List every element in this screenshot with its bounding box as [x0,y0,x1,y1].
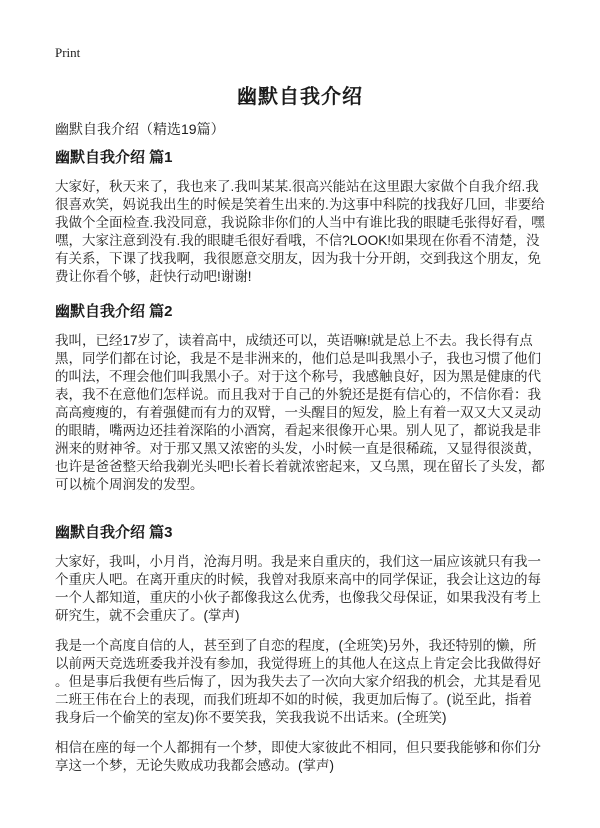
page-title: 幽默自我介绍 [237,86,363,108]
section-essay-2 [55,302,545,494]
essay-1-paragraph-1: 大家好，秋天来了，我也来了.我叫某某.很高兴能站在这里跟大家做个自我介绍.我很喜欢笑，妈说我出生的时候是笑着生出来的.为这事中科院的找我好几回，非要给我做个全面检查.我没同意，我说除非你们的人当中有谁比我的眼睫毛张得好看，嘿嘿，大家注意到没有.我的眼睫毛很好看哦，不信?LOOK!如果现在你看不清楚，没有关系，下课了找我啊，我很愿意交朋友，因为我十分开朗，交到我这个朋友，免费让你看个够，赶快行动吧!谢谢! [55,179,545,284]
section-heading-2: 幽默自我介绍 篇2 [55,303,173,320]
section-heading-3: 幽默自我介绍 篇3 [55,524,173,541]
essay-2-paragraph-1: 我叫，已经17岁了，读着高中，成绩还可以，英语嘛!就是总上不去。我长得有点黑，同学们都在讨论，我是不是非洲来的，他们总是叫我黑小子，我也习惯了他们的叫法，不理会他们叫我黑小子。对于这个称号，我感触良好，因为黑是健康的代表，我不在意他们怎样说。而且我对于自己的外貌还是挺有信心的，不信你看：我高高瘦瘦的，有着强健而有力的双臂，一头醒目的短发，脸上有着一双又大又灵动的眼睛，嘴两边还挂着深陷的小酒窝，看起来很像开心果。别人见了，都说我是非洲来的财神爷。对于那又黑又浓密的头发，小时候一直是很稀疏，又显得很淡黄，也许是爸爸整天给我剃光头吧!长着长着就浓密起来，又乌黑，现在留长了头发，都可以梳个周润发的发型。 [55,333,545,492]
essay-3-paragraph-2: 我是一个高度自信的人，甚至到了自恋的程度，(全班笑)另外，我还特别的懒，所以前两天竞选班委我并没有参加，我觉得班上的其他人在这点上肯定会比我做得好。但是事后我便有些后悔了，因为我失去了一次向大家介绍我的机会，尤其是看见二班王伟在台上的表现，而我们班却不如的时候，我更加后悔了。(说至此，指着我身后一个偷笑的室友)你不要笑我，笑我我说不出话来。(全班笑) [55,638,541,725]
page-subtitle: 幽默自我介绍（精选19篇） [55,121,225,137]
print-button[interactable]: Print [55,45,81,60]
section-heading-1: 幽默自我介绍 篇1 [55,149,173,166]
essay-3-paragraph-1: 大家好，我叫，小月肖，沧海月明。我是来自重庆的，我们这一届应该就只有我一个重庆人吧。在离开重庆的时候，我曾对我原来高中的同学保证，我会让这边的每一个人都知道，重庆的小伙子都像我这么优秀，也像我父母保证，如果我没有考上研究生，就不会重庆了。(掌声) [55,554,541,623]
section-essay-3 [55,523,545,775]
section-essay-1 [55,148,545,286]
essay-3-paragraph-3: 相信在座的每一个人都拥有一个梦，即使大家彼此不相同，但只要我能够和你们分享这一个梦，无论失败成功我都会感动。(掌声) [55,740,541,773]
